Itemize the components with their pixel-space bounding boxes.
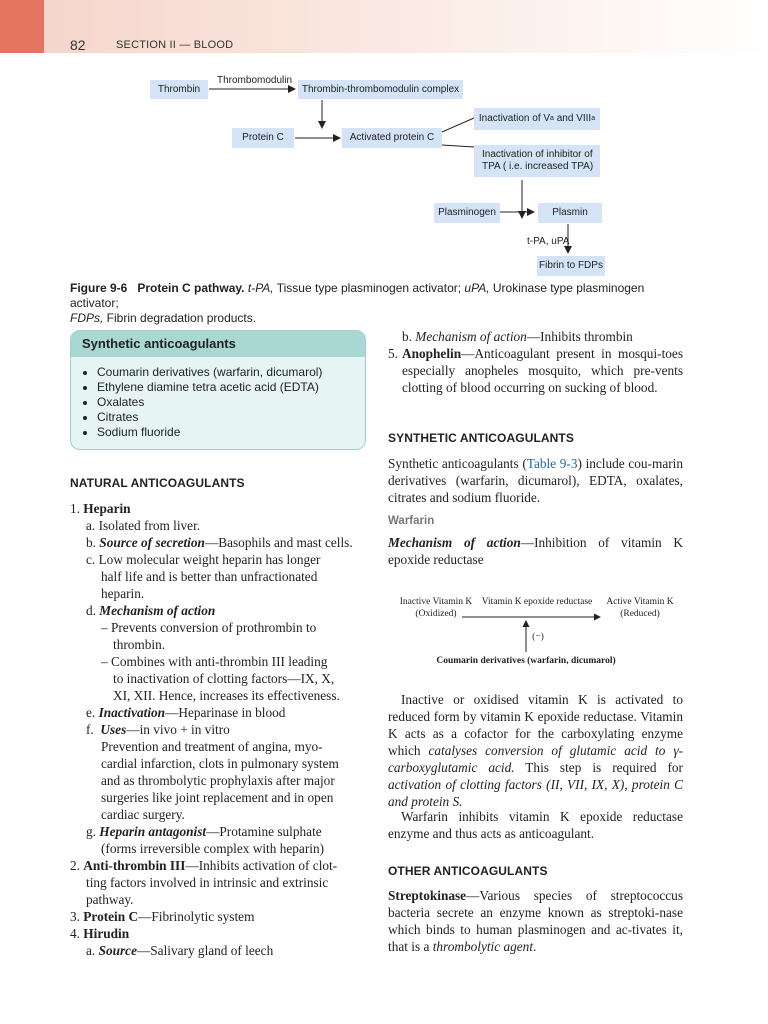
and-viii-text: and VIII bbox=[553, 113, 592, 124]
list-item: • Coumarin derivatives (warfarin, dicumarol) bbox=[97, 365, 365, 380]
heparin-f-p4: surgeries like joint replacement and in open bbox=[101, 790, 334, 805]
heparin-f-p1: Prevention and treatment of angina, myo- bbox=[101, 739, 323, 754]
item-antithrombin: 2. Anti-thrombin III—Inhibits activation of clot- bbox=[70, 858, 338, 873]
heparin-label: Heparin bbox=[83, 501, 131, 516]
active-vk-line2: (Reduced) bbox=[620, 609, 660, 619]
streptokinase-paragraph bbox=[388, 887, 683, 955]
heparin-g-text: —Protamine sulphate bbox=[206, 824, 322, 839]
inhibition-sign: (−) bbox=[532, 632, 544, 642]
anophelin-text: —Anticoagulant present in mosqui-toes especially anopheles mosquito, which pre-vents clotting of blood occurring on sucking of blood. bbox=[402, 346, 683, 395]
heparin-d: d. Mechanism of action bbox=[86, 603, 216, 618]
caption-upa-def: Urokinase type plasminogen activator; bbox=[70, 281, 645, 310]
hirudin-a-label: Source bbox=[98, 943, 137, 958]
hirudin-label: Hirudin bbox=[83, 926, 130, 941]
list-item: • Citrates bbox=[97, 410, 365, 425]
hirudin-b: b. Mechanism of action—Inhibits thrombin bbox=[402, 329, 633, 344]
page-number: 82 bbox=[70, 37, 86, 53]
heparin-d-dash1: – Prevents conversion of prothrombin to bbox=[101, 620, 317, 635]
heparin-c-line2: half life and is better than unfractionated bbox=[101, 569, 318, 584]
warfarin-moa-label: Mechanism of action bbox=[388, 535, 521, 550]
heparin-f-label: Uses bbox=[100, 722, 127, 737]
synthetic-box-title: Synthetic anticoagulants bbox=[71, 331, 365, 357]
anophelin-label: Anophelin bbox=[402, 346, 462, 361]
heparin-f-p5: cardiac surgery. bbox=[101, 807, 185, 822]
heparin-g-text2: (forms irreversible complex with heparin) bbox=[101, 841, 325, 856]
complex-box: Thrombin-thrombomodulin complex bbox=[298, 80, 463, 99]
p2-italic1: catalyses conversion of glutamic acid to γ-carboxyglutamic acid. bbox=[388, 743, 683, 775]
d-dash2-line1: Combines with anti-thrombin III leading bbox=[110, 654, 328, 669]
heparin-f-p2: cardial infarction, clots in pulmonary system bbox=[101, 756, 339, 771]
caption-upa: uPA, bbox=[464, 281, 490, 295]
heparin-f-p3: and as thrombolytic prophylaxis after major bbox=[101, 773, 335, 788]
anophelin-number: 5. bbox=[388, 346, 398, 361]
caption-label: Figure 9-6 bbox=[70, 281, 128, 295]
protein-c-label: Protein C bbox=[83, 909, 139, 924]
heparin-g-label: Heparin antagonist bbox=[99, 824, 207, 839]
warfarin-heading: Warfarin bbox=[388, 515, 435, 527]
hirudin-b-label: Mechanism of action bbox=[415, 329, 527, 344]
synthetic-heading: SYNTHETIC ANTICOAGULANTS bbox=[388, 431, 574, 445]
d-dash1-line1: Prevents conversion of prothrombin to bbox=[110, 620, 317, 635]
heparin-e-text: —Heparinase in blood bbox=[165, 705, 286, 720]
active-vk-line1: Active Vitamin K bbox=[606, 597, 674, 607]
fibrin-box: Fibrin to FDPs bbox=[537, 256, 605, 276]
section-title: SECTION II — BLOOD bbox=[116, 39, 234, 51]
caption-title: Protein C pathway. bbox=[137, 281, 245, 295]
list-item: • Oxalates bbox=[97, 395, 365, 410]
d-dash1-line2: thrombin. bbox=[113, 637, 166, 652]
list-item: • Ethylene diamine tetra acetic acid (EDTA) bbox=[97, 380, 365, 395]
heparin-e-label: Inactivation bbox=[98, 705, 166, 720]
inactivation-v-text: Inactivation of V bbox=[478, 113, 551, 124]
heparin-d-label: Mechanism of action bbox=[99, 603, 216, 618]
plasminogen-box: Plasminogen bbox=[434, 203, 500, 223]
viii-subscript: a bbox=[591, 115, 596, 122]
streptokinase-label: Streptokinase bbox=[388, 888, 467, 903]
plasmin-box: Plasmin bbox=[538, 203, 602, 223]
caption-tpa-def: Tissue type plasminogen activator; bbox=[273, 281, 465, 295]
vk-enzyme-label: Vitamin K epoxide reductase bbox=[481, 597, 593, 607]
hirudin-b-text: —Inhibits thrombin bbox=[526, 329, 633, 344]
natural-heading: NATURAL ANTICOAGULANTS bbox=[70, 476, 245, 490]
other-heading: OTHER ANTICOAGULANTS bbox=[388, 864, 548, 878]
d-dash2-line3: XI, XII. Hence, increases its effectiveness. bbox=[113, 688, 340, 703]
inactive-vk-line2: (Oxidized) bbox=[415, 609, 457, 619]
item-hirudin: 4. Hirudin bbox=[70, 926, 130, 941]
antithrombin-line2: ting factors involved in intrinsic and extrinsic bbox=[86, 875, 329, 890]
heparin-a-text: Isolated from liver. bbox=[98, 518, 201, 533]
heparin-a: a. Isolated from liver. bbox=[86, 518, 201, 533]
protein-c-text: —Fibrinolytic system bbox=[138, 909, 255, 924]
item-heparin: 1. Heparin bbox=[70, 501, 131, 516]
p2-a: Inactive or oxidised vitamin K is activated to reduced form by vitamin K epoxide reductase. Vitamin K acts as a cofactor for the carboxylating enzyme which bbox=[388, 692, 683, 758]
d-dash2-line2: to inactivation of clotting factors—IX, X, bbox=[113, 671, 335, 686]
streptokinase-end: . bbox=[533, 939, 537, 954]
list-item: • Sodium fluoride bbox=[97, 425, 365, 440]
inactive-vk-line1: Inactive Vitamin K bbox=[399, 597, 473, 607]
item-protein-c: 3. Protein C—Fibrinolytic system bbox=[70, 909, 255, 924]
inhibitor-line1: Inactivation of inhibitor of bbox=[482, 149, 593, 160]
caption-tpa: t-PA, bbox=[247, 281, 274, 295]
p2-italic2: activation of clotting factors (II, VII, IX, X), protein C and protein S. bbox=[388, 777, 683, 809]
inhibitor-line2: TPA ( i.e. increased TPA) bbox=[482, 161, 594, 172]
heparin-b-text: —Basophils and mast cells. bbox=[204, 535, 353, 550]
caption-fdps: FDPs, bbox=[70, 311, 104, 325]
heparin-c-line1: Low molecular weight heparin has longer bbox=[98, 552, 321, 567]
streptokinase-text: —Various species of streptococcus bacteria secrete an enzyme known as streptoki-nase which binds to human plasminogen and ac-tivates it, that is a bbox=[388, 888, 683, 954]
coumarin-label: Coumarin derivatives (warfarin, dicumarol) bbox=[436, 656, 616, 666]
synthetic-p-pre: Synthetic anticoagulants ( bbox=[388, 456, 527, 471]
table-link[interactable]: Table 9-3 bbox=[526, 456, 578, 471]
heparin-d-dash2: – Combines with anti-thrombin III leading bbox=[101, 654, 328, 669]
tpa-upa-label: t-PA, uPA bbox=[527, 236, 570, 247]
heparin-f: f. Uses—in vivo + in vitro bbox=[86, 722, 230, 737]
warfarin-paragraph-2: Warfarin inhibits vitamin K epoxide reductase enzyme and thus acts as anticoagulant. bbox=[388, 809, 683, 841]
heparin-b: b. Source of secretion—Basophils and mast cells. bbox=[86, 535, 353, 550]
thrombin-box: Thrombin bbox=[150, 80, 208, 99]
hirudin-a-text: —Salivary gland of leech bbox=[136, 943, 274, 958]
warfarin-moa-text: —Inhibition of vitamin K epoxide reductase bbox=[388, 535, 683, 567]
streptokinase-italic: thrombolytic agent bbox=[432, 939, 534, 954]
activated-protein-c-box: Activated protein C bbox=[342, 128, 442, 148]
heparin-e: e. Inactivation—Heparinase in blood bbox=[86, 705, 286, 720]
thrombomodulin-label: Thrombomodulin bbox=[217, 75, 293, 86]
p2-b: This step is required for bbox=[514, 760, 683, 775]
antithrombin-label: Anti-thrombin III bbox=[83, 858, 186, 873]
heparin-c: c. Low molecular weight heparin has longer bbox=[86, 552, 321, 567]
heparin-b-label: Source of secretion bbox=[99, 535, 205, 550]
heparin-f-text: —in vivo + in vitro bbox=[126, 722, 230, 737]
warfarin-paragraph bbox=[388, 691, 683, 810]
v-subscript: a bbox=[550, 115, 554, 122]
synthetic-p-post: ) include cou-marin derivatives (warfarin, dicumarol), EDTA, oxalates, citrates and sodium fluoride. bbox=[388, 456, 683, 505]
hirudin-a: a. Source—Salivary gland of leech bbox=[86, 943, 274, 958]
caption-fdps-def: Fibrin degradation products. bbox=[103, 311, 257, 325]
protein-c-box: Protein C bbox=[232, 128, 294, 148]
heparin-c-line3: heparin. bbox=[101, 586, 145, 601]
heparin-g: g. Heparin antagonist—Protamine sulphate bbox=[86, 824, 322, 839]
antithrombin-line1: —Inhibits activation of clot- bbox=[185, 858, 338, 873]
antithrombin-line3: pathway. bbox=[86, 892, 134, 907]
